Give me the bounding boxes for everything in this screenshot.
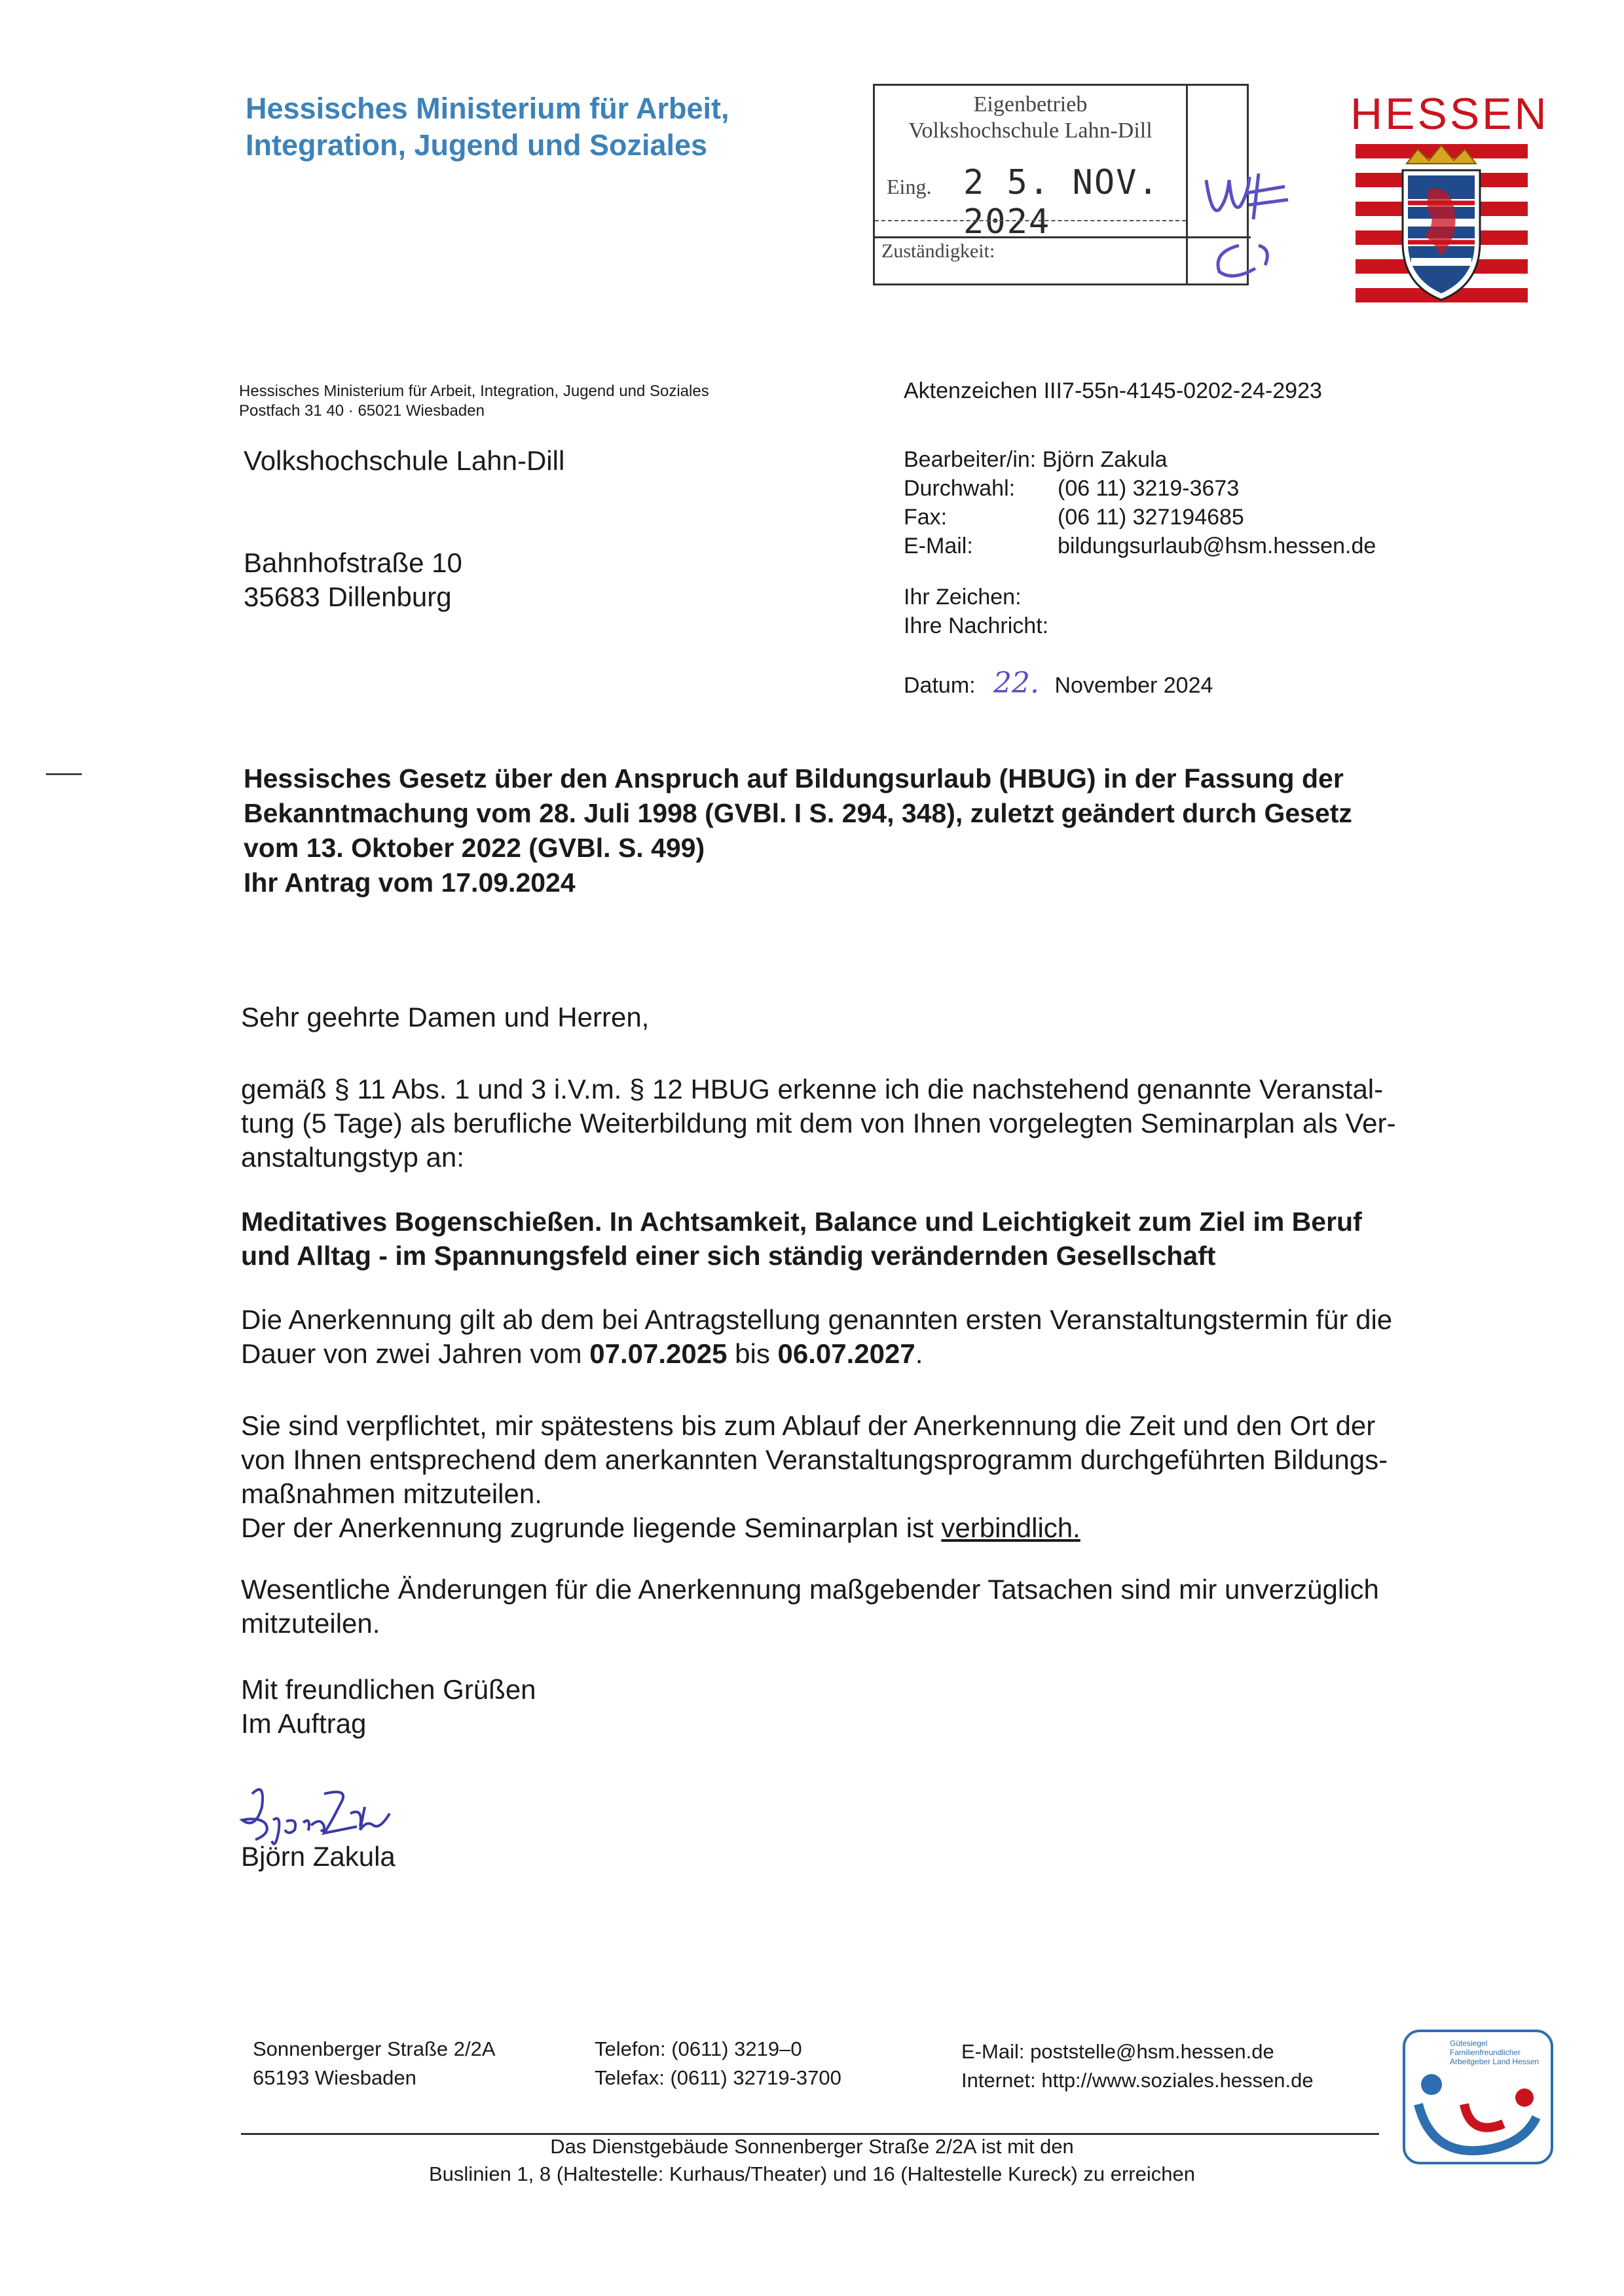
paragraph-2-dot: .: [915, 1338, 923, 1369]
paragraph-2-bis: bis: [727, 1338, 778, 1369]
ihr-zeichen-block: [904, 583, 1048, 640]
bearbeiter-value: Björn Zakula: [1042, 447, 1168, 472]
ministry-name: [246, 90, 729, 164]
paragraph-2: [241, 1303, 1392, 1371]
footer-phone: [595, 2035, 841, 2092]
footer-email: E-Mail: poststelle@hsm.hessen.de: [961, 2040, 1274, 2063]
paragraph-4-line1: Wesentliche Änderungen für die Anerkennung maßgebender Tatsachen sind mir unverzüglich: [241, 1574, 1379, 1605]
validity-start-date: 07.07.2025: [589, 1338, 728, 1369]
paragraph-2-text: Dauer von zwei Jahren vom: [241, 1338, 590, 1369]
bearbeiter-label: Bearbeiter/in:: [904, 447, 1037, 472]
received-stamp: [873, 84, 1249, 285]
fold-mark: [46, 773, 82, 775]
ihre-nachricht-label: Ihre Nachricht:: [904, 613, 1049, 638]
sender-return-line2: Postfach 31 40 · 65021 Wiesbaden: [239, 402, 485, 420]
footer-note-line2: Buslinien 1, 8 (Haltestelle: Kurhaus/Theater) und 16 (Haltestelle Kureck) zu erreichen: [429, 2162, 1195, 2185]
datum-row: [904, 666, 1213, 700]
recipient-name: Volkshochschule Lahn-Dill: [244, 445, 565, 476]
ministry-name-line2: Integration, Jugend und Soziales: [246, 128, 708, 162]
recipient-address: [244, 444, 564, 614]
event-title-line2: und Alltag - im Spannungsfeld einer sich ständig verändernden Gesellschaft: [241, 1241, 1216, 1271]
durchwahl-value: (06 11) 3219-3673: [1058, 476, 1240, 501]
paragraph-4-line2: mitzuteilen.: [241, 1608, 380, 1639]
datum-label: Datum:: [904, 673, 976, 698]
paragraph-3-line1: Sie sind verpflichtet, mir spätestens bis zum Ablauf der Anerkennung die Zeit und den Ort der: [241, 1410, 1376, 1441]
paragraph-4: [241, 1573, 1379, 1641]
datum-day-handwritten: 22.: [993, 666, 1040, 700]
aktenzeichen: Aktenzeichen III7-55n-4145-0202-24-2923: [904, 378, 1322, 403]
paragraph-1: [241, 1072, 1395, 1175]
stamp-zustaendigkeit-label: Zuständigkeit:: [881, 240, 995, 262]
ministry-name-line1: Hessisches Ministerium für Arbeit,: [246, 92, 729, 125]
footer-street: Sonnenberger Straße 2/2A: [253, 2037, 496, 2060]
handwritten-initials: [1193, 154, 1298, 285]
validity-end-date: 06.07.2027: [777, 1338, 915, 1369]
subject-line2: Bekanntmachung vom 28. Juli 1998 (GVBl. I S. 294, 348), zuletzt geändert durch Gesetz: [244, 798, 1352, 828]
subject-line4: Ihr Antrag vom 17.09.2024: [244, 867, 576, 898]
paragraph-2-line1: Die Anerkennung gilt ab dem bei Antragstellung genannten ersten Veranstaltungstermin für die: [241, 1304, 1393, 1335]
stamp-eing-label: Eing.: [887, 175, 932, 198]
footer-internet: Internet: http://www.soziales.hessen.de: [961, 2069, 1314, 2092]
sender-return-address: [239, 382, 709, 421]
event-title-line1: Meditatives Bogenschießen. In Achtsamkeit, Balance und Leichtigkeit zum Ziel im Beruf: [241, 1207, 1362, 1237]
recipient-street: Bahnhofstraße 10: [244, 547, 462, 578]
stamp-line2: Volkshochschule Lahn-Dill: [908, 118, 1153, 143]
footer-telefon: Telefon: (0611) 3219–0: [595, 2037, 802, 2060]
footer-transit-note: [0, 2133, 1624, 2188]
seal-figures-icon: [1405, 2058, 1551, 2163]
signer-name: Björn Zakula: [241, 1841, 396, 1872]
closing-line1: Mit freundlichen Grüßen: [241, 1674, 536, 1705]
durchwahl-row: [904, 474, 1376, 503]
paragraph-1-line2: tung (5 Tage) als berufliche Weiterbildung mit dem von Ihnen vorgelegten Seminarplan als Ver-: [241, 1108, 1396, 1139]
ihr-zeichen-label: Ihr Zeichen:: [904, 585, 1022, 610]
stamp-received-date: 2 5. NOV. 2024: [963, 163, 1160, 242]
paragraph-1-line1: gemäß § 11 Abs. 1 und 3 i.V.m. § 12 HBUG erkenne ich die nachstehend genannte Veranstal-: [241, 1074, 1384, 1104]
email-label: E-Mail:: [904, 534, 973, 558]
paragraph-2-line2: [241, 1337, 1392, 1371]
paragraph-3-line2: von Ihnen entsprechend dem anerkannten Veranstaltungsprogramm durchgeführten Bildungs-: [241, 1444, 1388, 1475]
durchwahl-label: Durchwahl:: [904, 476, 1016, 501]
footer-online: [961, 2037, 1314, 2095]
recipient-spacer: [244, 478, 564, 546]
paragraph-1-line3: anstaltungstyp an:: [241, 1142, 464, 1173]
salutation: Sehr geehrte Damen und Herren,: [241, 1002, 650, 1032]
hessen-coat-of-arms-icon: [1356, 144, 1528, 316]
email-row: [904, 532, 1376, 560]
hessen-logo-text: HESSEN: [1350, 89, 1549, 139]
event-title: [241, 1205, 1362, 1273]
verbindlich-underlined: verbindlich.: [941, 1512, 1080, 1543]
subject-line3: vom 13. Oktober 2022 (GVBl. S. 499): [244, 833, 705, 863]
paragraph-3: [241, 1409, 1388, 1545]
footer-telefax: Telefax: (0611) 32719-3700: [595, 2066, 841, 2089]
subject-line1: Hessisches Gesetz über den Anspruch auf Bildungsurlaub (HBUG) in der Fassung der: [244, 763, 1344, 793]
footer-note-line1: Das Dienstgebäude Sonnenberger Straße 2/2A ist mit den: [550, 2135, 1074, 2158]
datum-rest: November 2024: [1054, 673, 1213, 698]
seal-text: Gütesiegel Familienfreundlicher Arbeitgeber Land Hessen: [1450, 2039, 1540, 2066]
bearbeiter-row: [904, 445, 1376, 474]
paragraph-3-line3: maßnahmen mitzuteilen.: [241, 1478, 542, 1509]
family-friendly-seal: [1403, 2030, 1553, 2164]
contact-block: [904, 445, 1376, 560]
closing: [241, 1673, 536, 1741]
footer-address: [253, 2035, 496, 2092]
email-value: bildungsurlaub@hsm.hessen.de: [1058, 534, 1376, 558]
fax-label: Fax:: [904, 505, 948, 530]
stamp-line1: Eigenbetrieb: [973, 92, 1088, 117]
recipient-city: 35683 Dillenburg: [244, 581, 452, 612]
paragraph-3-line4-text: Der der Anerkennung zugrunde liegende Seminarplan ist: [241, 1512, 942, 1543]
sender-return-line1: Hessisches Ministerium für Arbeit, Integration, Jugend und Soziales: [239, 382, 709, 400]
closing-line2: Im Auftrag: [241, 1708, 367, 1739]
stamp-divider-dashed: [875, 220, 1186, 221]
footer-city: 65193 Wiesbaden: [253, 2066, 416, 2089]
subject-block: [244, 761, 1352, 900]
paragraph-3-line4: [241, 1511, 1388, 1545]
fax-value: (06 11) 327194685: [1058, 505, 1244, 530]
fax-row: [904, 503, 1376, 532]
